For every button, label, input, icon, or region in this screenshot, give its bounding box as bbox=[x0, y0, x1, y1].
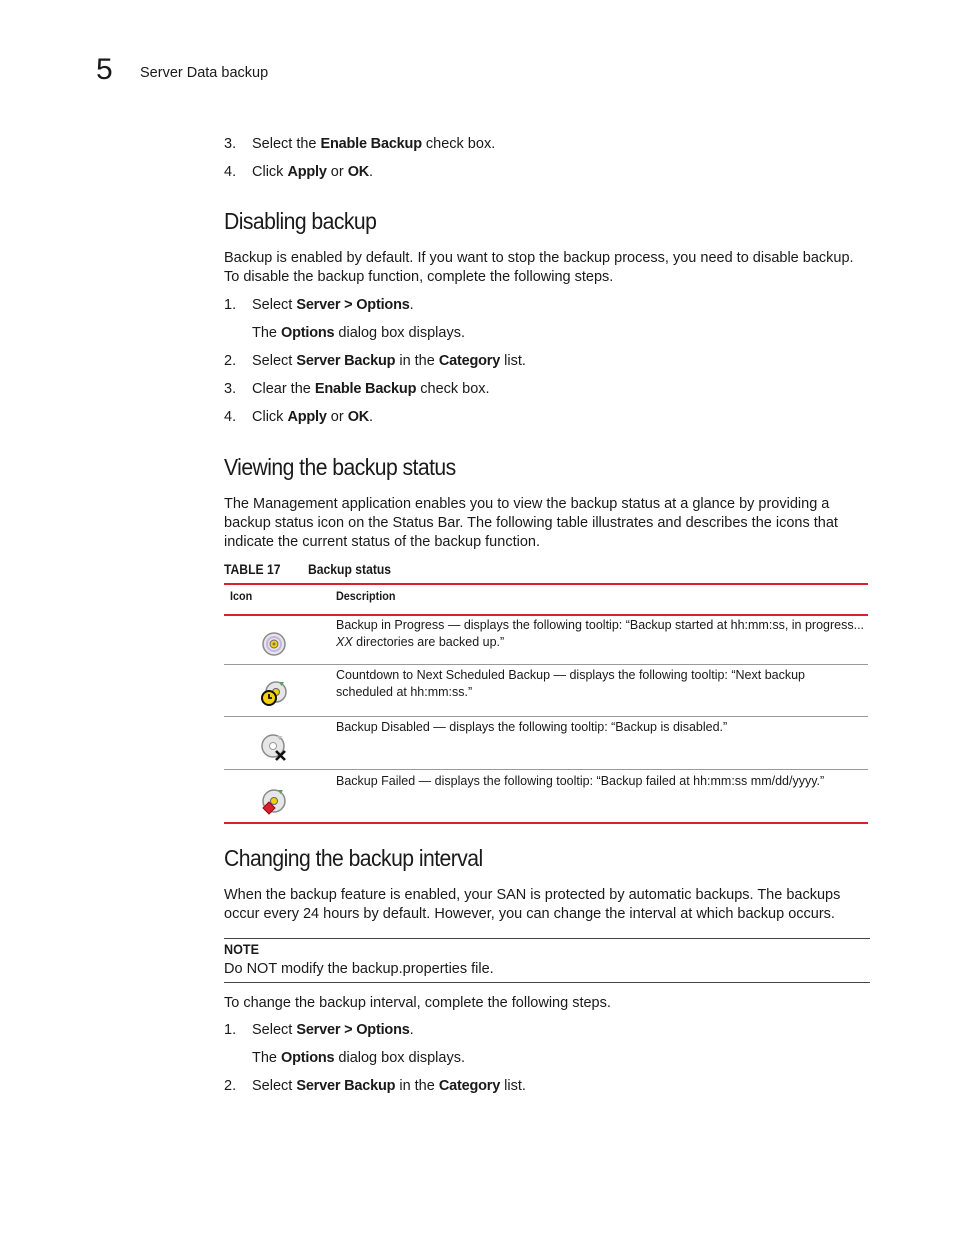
section-paragraph: When the backup feature is enabled, your SAN is protected by automatic backups. The backups occur every 24 hours by default. However, you can change the interval at which backup occurs. bbox=[224, 887, 841, 922]
step-text: Clear the Enable Backup check box. bbox=[252, 381, 490, 397]
step-number: 4. bbox=[224, 409, 237, 425]
table-cell-description: Backup Failed — displays the following tooltip: “Backup failed at hh:mm:ss mm/dd/yyyy.” bbox=[336, 774, 825, 788]
table-top-rule bbox=[224, 583, 868, 585]
section-paragraph: To change the backup interval, complete the following steps. bbox=[224, 995, 611, 1011]
column-header-description: Description bbox=[336, 589, 396, 603]
section-heading-viewing: Viewing the backup status bbox=[224, 454, 456, 480]
step-number: 3. bbox=[224, 136, 237, 152]
table-cell-description: Backup in Progress — displays the following tooltip: “Backup started at hh:mm:ss, in progress... XX directories are backed up.” bbox=[336, 618, 865, 649]
backup-failed-icon bbox=[259, 787, 289, 817]
step-number: 1. bbox=[224, 297, 237, 313]
backup-disabled-icon bbox=[259, 732, 289, 762]
table-header-rule bbox=[224, 614, 868, 616]
step-number: 3. bbox=[224, 381, 237, 397]
note-top-rule bbox=[224, 938, 870, 939]
backup-in-progress-icon bbox=[259, 629, 289, 659]
table-bottom-rule bbox=[224, 822, 868, 824]
step-text: Select Server > Options. bbox=[252, 1022, 414, 1038]
countdown-next-backup-icon bbox=[259, 679, 289, 709]
section-heading-disabling: Disabling backup bbox=[224, 208, 377, 234]
step-text: Select Server Backup in the Category list. bbox=[252, 353, 526, 369]
table-cell-description: Countdown to Next Scheduled Backup — displays the following tooltip: “Next backup scheduled at hh:mm:ss.” bbox=[336, 668, 806, 699]
step-number: 4. bbox=[224, 164, 237, 180]
table-row-divider bbox=[224, 664, 868, 665]
section-paragraph: Backup is enabled by default. If you want to stop the backup process, you need to disable backup. To disable the backup function, complete the following steps. bbox=[224, 250, 854, 285]
chapter-number: 5 bbox=[96, 53, 113, 86]
chapter-title: Server Data backup bbox=[140, 65, 269, 81]
table-title: Backup status bbox=[308, 562, 392, 577]
table-label: TABLE 17 bbox=[224, 562, 281, 577]
step-text: Click Apply or OK. bbox=[252, 164, 374, 180]
table-row-divider bbox=[224, 769, 868, 770]
section-paragraph: The Management application enables you to view the backup status at a glance by providing a backup status icon on the Status Bar. The following table illustrates and describes the icons that indicate the current status of the backup function. bbox=[224, 496, 838, 550]
step-text: Click Apply or OK. bbox=[252, 409, 374, 425]
note-title: NOTE bbox=[224, 941, 260, 957]
note-bottom-rule bbox=[224, 982, 870, 983]
step-text: Select Server Backup in the Category list. bbox=[252, 1078, 526, 1094]
table-row-divider bbox=[224, 716, 868, 717]
step-text: Select the Enable Backup check box. bbox=[252, 136, 496, 152]
step-result: The Options dialog box displays. bbox=[252, 325, 465, 341]
column-header-icon: Icon bbox=[230, 589, 253, 603]
step-number: 1. bbox=[224, 1022, 237, 1038]
table-cell-description: Backup Disabled — displays the following tooltip: “Backup is disabled.” bbox=[336, 720, 728, 734]
step-text: Select Server > Options. bbox=[252, 297, 414, 313]
step-result: The Options dialog box displays. bbox=[252, 1050, 465, 1066]
note-text: Do NOT modify the backup.properties file. bbox=[224, 961, 494, 977]
section-heading-changing: Changing the backup interval bbox=[224, 845, 483, 871]
step-number: 2. bbox=[224, 1078, 237, 1094]
step-number: 2. bbox=[224, 353, 237, 369]
